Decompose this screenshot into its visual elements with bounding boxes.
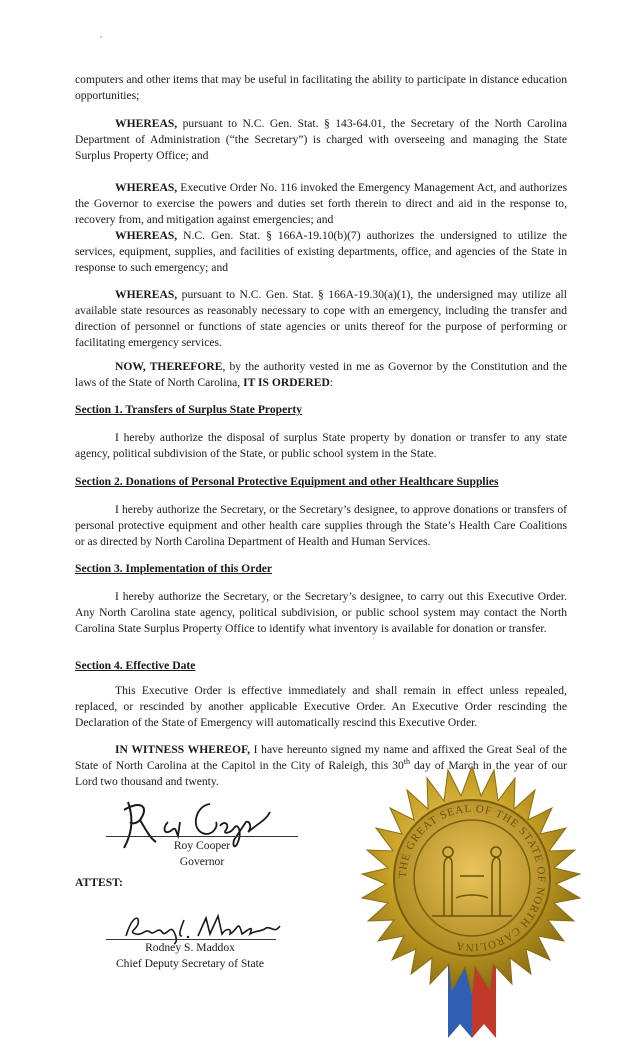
whereas-paragraph-3: WHEREAS, N.C. Gen. Stat. § 166A-19.10(b)(7) authorizes the undersigned to utilize the services, equipment, supplies, and facilities of existing departments, office, and agencies of the State in response to such emergency; and (75, 229, 567, 274)
section-2-heading: Section 2. Donations of Personal Protective Equipment and other Healthcare Supplies (75, 475, 499, 488)
whereas-paragraph-2: WHEREAS, Executive Order No. 116 invoked the Emergency Management Act, and authorizes the Governor to exercise the powers and duties set forth therein to direct and aid in the response to, recovery from, and mitigation against emergencies; and (75, 181, 567, 226)
section-2-body: I hereby authorize the Secretary, or the Secretary’s designee, to approve donations or transfers of personal protective equipment and other health care supplies through the State’s Health Care Coalitions or as directed by North Carolina Department of Health and Human Services. (75, 503, 567, 548)
great-seal (352, 766, 592, 1046)
section-1-body: I hereby authorize the disposal of surplus State property by donation or transfer to any state agency, political subdivision of the State, or public school system in the State. (75, 431, 567, 460)
paragraph-continuation: computers and other items that may be useful in facilitating the ability to participate in distance education opportunities; (75, 73, 567, 102)
whereas-lead: WHEREAS, (115, 117, 178, 130)
whereas-paragraph-4: WHEREAS, pursuant to N.C. Gen. Stat. § 166A-19.30(a)(1), the undersigned may utilize all available state resources as reasonably necessary to cope with an emergency, including the transfer and direction of personnel or functions of state agencies or units thereof for the purpose of performing or facilitating emergency services. (75, 288, 567, 349)
governor-name: Roy Cooper (173, 839, 231, 852)
section-1-heading: Section 1. Transfers of Surplus State Property (75, 403, 303, 416)
attest-name: Rodney S. Maddox (145, 941, 235, 954)
now-therefore-paragraph: NOW, THEREFORE, by the authority vested in me as Governor by the Constitution and the laws of the State of North Carolina, IT IS ORDERED: (75, 360, 567, 389)
whereas-lead: WHEREAS, (115, 229, 178, 242)
attest-title: Chief Deputy Secretary of State (115, 957, 265, 970)
section-3-heading: Section 3. Implementation of this Order (75, 562, 273, 575)
whereas-paragraph-1: WHEREAS, pursuant to N.C. Gen. Stat. § 143-64.01, the Secretary of the North Carolina Department of Administration (“the Secretary”) is charged with overseeing and managing the State Surplus Property Office; and (75, 117, 567, 162)
section-4-body: This Executive Order is effective immediately and shall remain in effect unless repealed, replaced, or rescinded by another applicable Executive Order. An Executive Order rescinding the Declaration of the State of Emergency will automatically rescind this Executive Order. (75, 684, 567, 729)
governor-signature-line (106, 836, 298, 837)
governor-title: Governor (179, 855, 225, 868)
whereas-lead: WHEREAS, (115, 181, 178, 194)
section-4-heading: Section 4. Effective Date (75, 659, 196, 672)
governor-name-block (106, 838, 298, 870)
scan-speck (100, 36, 102, 38)
attest-name-block (90, 940, 290, 972)
section-3-body: I hereby authorize the Secretary, or the Secretary’s designee, to carry out this Executive Order. Any North Carolina state agency, political subdivision, or public school system may contact the North Carolina State Surplus Property Office to identify what inventory is available for donation or transfer. (75, 590, 567, 635)
witness-paragraph: IN WITNESS WHEREOF, I have hereunto signed my name and affixed the Great Seal of the State of North Carolina at the Capitol in the City of Raleigh, this 30th day of March in the year of our Lord two thousand and twenty. (75, 743, 567, 788)
attest-label: ATTEST: (75, 876, 123, 889)
whereas-lead: WHEREAS, (115, 288, 178, 301)
seal-inscription: THE GREAT SEAL OF THE STATE OF NORTH CAROLINA (396, 802, 548, 954)
